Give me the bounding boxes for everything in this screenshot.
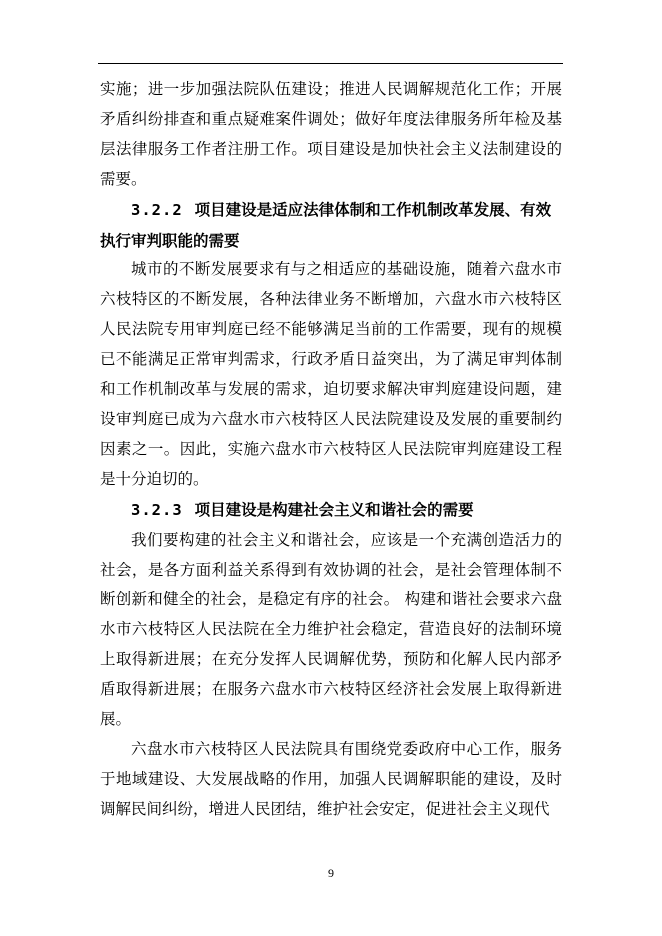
- document-body: [100, 75, 562, 825]
- section-number: 3.2.2: [131, 200, 183, 219]
- paragraph-1: 实施；进一步加强法院队伍建设；推进人民调解规范化工作；开展矛盾纠纷排查和重点疑难案件调处；做好年度法律服务所年检及基层法律服务工作者注册工作。项目建设是加快社会主义法制建设的需要。: [100, 80, 562, 188]
- section-heading-3-2-2: [100, 195, 562, 256]
- header-rule: [98, 63, 563, 64]
- paragraph-3: 我们要构建的社会主义和谐社会，应该是一个充满创造活力的社会，是各方面利益关系得到有效协调的社会，是社会管理体制不断创新和健全的社会，是稳定有序的社会。 构建和谐社会要求六盘水市六枝特区人民法院在全力维护社会稳定，营造良好的法制环境上取得新进展；在充分发挥人民调解优势，预防和化解人民内部矛盾取得新进展；在服务六盘水市六枝特区经济社会发展上取得新进展。: [100, 530, 562, 729]
- section-title: 项目建设是适应法律体制和工作机制改革发展、有效执行审判职能的需要: [100, 199, 552, 250]
- section-title: 项目建设是构建社会主义和谐社会的需要: [194, 499, 474, 519]
- page-number: 9: [328, 866, 334, 880]
- section-number: 3.2.3: [131, 500, 183, 519]
- paragraph-4: 六盘水市六枝特区人民法院具有围绕党委政府中心工作，服务于地域建设、大发展战略的作用，加强人民调解职能的建设，及时调解民间纠纷，增进人民团结，维护社会安定，促进社会主义现代: [100, 739, 562, 818]
- paragraph-2: 城市的不断发展要求有与之相适应的基础设施，随着六盘水市六枝特区的不断发展，各种法律业务不断增加，六盘水市六枝特区人民法院专用审判庭已经不能够满足当前的工作需要，现有的规模已不能满足正常审判需求，行政矛盾日益突出，为了满足审判体制和工作机制改革与发展的需求，迫切要求解决审判庭建设问题，建设审判庭已成为六盘水市六枝特区人民法院建设及发展的重要制约因素之一。因此，实施六盘水市六枝特区人民法院审判庭建设工程是十分迫切的。: [100, 260, 562, 488]
- section-heading-3-2-3: [100, 495, 562, 526]
